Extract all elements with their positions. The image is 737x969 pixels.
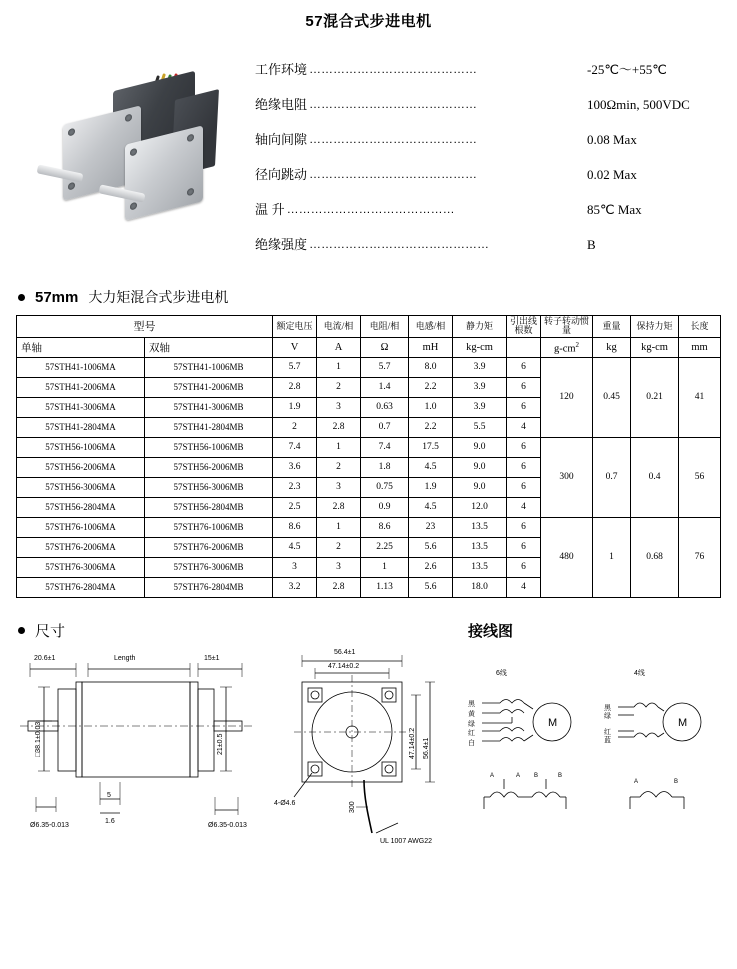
cell-resistance: 2.25 [361, 537, 409, 557]
unit-resistance: Ω [361, 337, 409, 357]
dim-length-label: Length [114, 654, 136, 662]
cell-detent: 0.4 [631, 437, 679, 517]
cell-holding: 18.0 [453, 577, 507, 597]
cell-current: 2 [317, 377, 361, 397]
dim-holes-label: 4-Ø4.6 [274, 799, 296, 807]
cell-dual-model: 57STH76-2804MB [145, 577, 273, 597]
th-current [317, 316, 361, 338]
spec-dots: …………………………………… [309, 62, 478, 76]
dim-right-label: 15±1 [204, 654, 220, 662]
cell-single-model: 57STH56-3006MA [17, 477, 145, 497]
spec-value: 100Ωmin, 500VDC [587, 97, 690, 112]
coil-label: B [534, 772, 539, 779]
coil-label: A [490, 772, 495, 779]
cell-current: 2.8 [317, 577, 361, 597]
dim-16-label: 1.6 [105, 817, 115, 825]
cell-holding: 13.5 [453, 517, 507, 537]
dim-left-label: 20.6±1 [34, 654, 56, 662]
lead-note-label: UL 1007 AWG22 [380, 837, 433, 845]
spec-dots: …………………………………… [286, 202, 455, 216]
spec-label: 工作环境 [255, 62, 308, 77]
cell-resistance: 0.7 [361, 417, 409, 437]
cell-current: 3 [317, 557, 361, 577]
unit-voltage: V [273, 337, 317, 357]
cell-detent: 0.68 [631, 517, 679, 597]
motor-illustration [55, 73, 240, 233]
cell-leads: 6 [507, 457, 541, 477]
th-length: 长度 [679, 316, 721, 338]
cell-voltage: 3.2 [273, 577, 317, 597]
cell-leads: 4 [507, 577, 541, 597]
cell-current: 2.8 [317, 417, 361, 437]
front-view-drawing [272, 647, 452, 852]
cell-leads: 6 [507, 557, 541, 577]
cell-holding: 9.0 [453, 457, 507, 477]
unit-inertia-exponent: 2 [575, 340, 580, 349]
th-model: 型号 [17, 316, 273, 338]
cell-dual-model: 57STH41-2006MB [145, 377, 273, 397]
specification-list [255, 43, 737, 269]
table-row [17, 357, 721, 377]
top-section [0, 31, 737, 269]
cell-voltage: 2.3 [273, 477, 317, 497]
cell-single-model: 57STH56-2006MA [17, 457, 145, 477]
cell-inductance: 23 [409, 517, 453, 537]
cell-inductance: 4.5 [409, 497, 453, 517]
dim-bolt-h-label: 47.14±0.2 [328, 662, 360, 670]
cell-single-model: 57STH76-2804MA [17, 577, 145, 597]
cell-dual-model: 57STH76-1006MB [145, 517, 273, 537]
coil-label: B [674, 778, 679, 785]
cell-leads: 4 [507, 497, 541, 517]
cell-weight: 0.7 [593, 437, 631, 517]
cell-inductance: 2.6 [409, 557, 453, 577]
table-header-row [17, 316, 721, 338]
cell-inductance: 1.9 [409, 477, 453, 497]
wiring-heading: 接线图 [468, 622, 514, 640]
th-rotor-inertia: 转子转动惯量 [541, 316, 593, 338]
cell-dual-model: 57STH41-3006MB [145, 397, 273, 417]
cell-holding: 12.0 [453, 497, 507, 517]
dim-shaft-right-label: Ø6.35-0.013 [208, 821, 247, 829]
cell-resistance: 1 [361, 557, 409, 577]
cell-voltage: 7.4 [273, 437, 317, 457]
lead-label: 绿 [468, 720, 475, 728]
cell-single-model: 57STH56-1006MA [17, 437, 145, 457]
wiring-diagram-4-lead [600, 657, 730, 847]
dim-5-label: 5 [107, 791, 111, 799]
th-inductance [409, 316, 453, 338]
cell-resistance: 1.13 [361, 577, 409, 597]
bullet-icon [18, 294, 25, 301]
unit-current: A [317, 337, 361, 357]
cell-voltage: 5.7 [273, 357, 317, 377]
unit-inertia-label: g-cm [553, 343, 576, 355]
spec-row [255, 94, 737, 113]
bullet-icon [18, 627, 25, 634]
spec-row [255, 164, 737, 183]
cell-voltage: 2.8 [273, 377, 317, 397]
section-heading-sub: 大力矩混合式步进电机 [88, 289, 229, 305]
th-dual-shaft: 双轴 [145, 337, 273, 357]
lead-label: 黄 [468, 710, 475, 718]
cell-weight: 1 [593, 517, 631, 597]
unit-length: mm [679, 337, 721, 357]
cell-length: 56 [679, 437, 721, 517]
dimensions-heading: 尺寸 [35, 622, 66, 640]
spec-label: 温 升 [255, 202, 285, 217]
bottom-headings [18, 620, 737, 641]
cell-holding: 5.5 [453, 417, 507, 437]
spec-value: B [587, 237, 596, 252]
spec-row [255, 59, 737, 78]
lead-label: 红 [604, 728, 611, 736]
cell-resistance: 5.7 [361, 357, 409, 377]
cell-inertia: 300 [541, 437, 593, 517]
cell-holding: 3.9 [453, 357, 507, 377]
spec-value: 0.08 Max [587, 132, 637, 147]
cell-leads: 6 [507, 517, 541, 537]
unit-holding: kg-cm [453, 337, 507, 357]
spec-label: 径向跳动 [255, 167, 308, 182]
cell-current: 2 [317, 457, 361, 477]
stepper-motor-photo [0, 43, 255, 253]
cell-single-model: 57STH41-2006MA [17, 377, 145, 397]
lead-label: 白 [468, 739, 475, 747]
cell-dual-model: 57STH76-2006MB [145, 537, 273, 557]
cell-leads: 6 [507, 437, 541, 457]
th-weight: 重量 [593, 316, 631, 338]
spec-value: 85℃ Max [587, 202, 642, 217]
cell-resistance: 7.4 [361, 437, 409, 457]
cell-single-model: 57STH76-1006MA [17, 517, 145, 537]
cell-dual-model: 57STH56-1006MB [145, 437, 273, 457]
cell-single-model: 57STH41-2804MA [17, 417, 145, 437]
cell-dual-model: 57STH56-2006MB [145, 457, 273, 477]
cell-single-model: 57STH41-3006MA [17, 397, 145, 417]
cell-detent: 0.21 [631, 357, 679, 437]
dim-shaft-left-label: Ø6.35-0.013 [30, 821, 69, 829]
cell-leads: 6 [507, 357, 541, 377]
th-single-shaft: 单轴 [17, 337, 145, 357]
th-resistance [361, 316, 409, 338]
cell-inductance: 1.0 [409, 397, 453, 417]
coil-label: A [516, 772, 521, 779]
cell-length: 76 [679, 517, 721, 597]
section-heading-main: 57mm [35, 288, 79, 306]
cell-inductance: 5.6 [409, 537, 453, 557]
cell-resistance: 0.75 [361, 477, 409, 497]
cell-current: 1 [317, 517, 361, 537]
cell-resistance: 0.63 [361, 397, 409, 417]
spec-dots: …………………………………… [309, 132, 478, 146]
motor-symbol-letter: M [548, 716, 558, 729]
dim-flange-label: □38.1±0.03 [35, 721, 42, 757]
cell-dual-model: 57STH56-3006MB [145, 477, 273, 497]
spec-label: 绝缘强度 [255, 237, 308, 252]
table-unit-row [17, 337, 721, 357]
spec-row [255, 234, 737, 253]
coil-label: B [558, 772, 563, 779]
spec-label: 轴向间隙 [255, 132, 308, 147]
lead-label: 蓝 [604, 736, 611, 744]
lead-label: 红 [468, 729, 475, 737]
th-holding-torque: 静力矩 [453, 316, 507, 338]
unit-inertia [541, 337, 593, 357]
spec-dots: …………………………………… [309, 167, 478, 181]
cell-dual-model: 57STH56-2804MB [145, 497, 273, 517]
cell-holding: 13.5 [453, 537, 507, 557]
wiring-6-title: 6线 [496, 669, 507, 677]
cell-resistance: 1.8 [361, 457, 409, 477]
cell-length: 41 [679, 357, 721, 437]
th-voltage-label: 额定电压 [276, 320, 313, 331]
spec-label: 绝缘电阻 [255, 97, 308, 112]
lead-label: 黑 [468, 700, 475, 708]
cell-holding: 3.9 [453, 397, 507, 417]
cell-single-model: 57STH76-3006MA [17, 557, 145, 577]
cell-current: 1 [317, 437, 361, 457]
cell-dual-model: 57STH41-2804MB [145, 417, 273, 437]
cell-voltage: 2 [273, 417, 317, 437]
cell-current: 2.8 [317, 497, 361, 517]
cell-single-model: 57STH76-2006MA [17, 537, 145, 557]
wiring-4-title: 4线 [634, 669, 645, 677]
spec-dots: ……………………………………… [309, 237, 490, 251]
cell-leads: 6 [507, 477, 541, 497]
dimensions-heading-group [18, 620, 468, 641]
cell-inductance: 8.0 [409, 357, 453, 377]
cell-resistance: 1.4 [361, 377, 409, 397]
cell-voltage: 3.6 [273, 457, 317, 477]
cell-voltage: 4.5 [273, 537, 317, 557]
cell-inductance: 2.2 [409, 417, 453, 437]
cell-leads: 6 [507, 377, 541, 397]
side-view-drawing [10, 647, 260, 852]
cell-current: 3 [317, 397, 361, 417]
cell-leads: 6 [507, 537, 541, 557]
cell-weight: 0.45 [593, 357, 631, 437]
cell-leads: 4 [507, 417, 541, 437]
dim-outer-v-label: 56.4±1 [423, 737, 430, 759]
cell-resistance: 0.9 [361, 497, 409, 517]
cell-inductance: 17.5 [409, 437, 453, 457]
table-row [17, 437, 721, 457]
cell-inductance: 2.2 [409, 377, 453, 397]
cell-voltage: 2.5 [273, 497, 317, 517]
cell-leads: 6 [507, 397, 541, 417]
lead-label: 黑 [604, 704, 611, 712]
dim-outer-label: 56.4±1 [334, 648, 356, 656]
spec-value: -25℃～+55℃ [587, 62, 667, 77]
wiring-diagram-6-lead [460, 657, 590, 847]
cell-current: 2 [317, 537, 361, 557]
cell-current: 1 [317, 357, 361, 377]
page-title: 57混合式步进电机 [305, 13, 432, 30]
spec-value: 0.02 Max [587, 167, 637, 182]
cell-holding: 13.5 [453, 557, 507, 577]
section-heading-motor-series [18, 287, 737, 307]
spec-row [255, 129, 737, 148]
coil-label: A [634, 778, 639, 785]
cell-inertia: 480 [541, 517, 593, 597]
table-row [17, 517, 721, 537]
th-inductance-label: 电感/相 [415, 320, 446, 331]
cell-voltage: 8.6 [273, 517, 317, 537]
cell-single-model: 57STH41-1006MA [17, 357, 145, 377]
th-resistance-label: 电阻/相 [369, 320, 400, 331]
cell-holding: 9.0 [453, 437, 507, 457]
th-current-label: 电流/相 [323, 320, 354, 331]
cell-current: 3 [317, 477, 361, 497]
unit-inductance: mH [409, 337, 453, 357]
dim-lead-length-label: 300 [349, 801, 356, 813]
spec-dots: …………………………………… [309, 97, 478, 111]
dim-bolt-v-label: 47.14±0.2 [409, 727, 416, 759]
th-detent-torque: 保持力矩 [631, 316, 679, 338]
spec-row [255, 199, 737, 218]
cell-inertia: 120 [541, 357, 593, 437]
cell-holding: 9.0 [453, 477, 507, 497]
unit-leads [507, 337, 541, 357]
lead-label: 绿 [604, 712, 611, 720]
th-lead-count: 引出线根数 [507, 316, 541, 338]
cell-dual-model: 57STH41-1006MB [145, 357, 273, 377]
cell-voltage: 1.9 [273, 397, 317, 417]
dim-21-label: 21±0.5 [217, 733, 224, 755]
cell-inductance: 4.5 [409, 457, 453, 477]
cell-single-model: 57STH56-2804MA [17, 497, 145, 517]
cell-voltage: 3 [273, 557, 317, 577]
cell-inductance: 5.6 [409, 577, 453, 597]
motor-spec-table [16, 315, 721, 598]
unit-detent: kg-cm [631, 337, 679, 357]
cell-resistance: 8.6 [361, 517, 409, 537]
unit-weight: kg [593, 337, 631, 357]
motor-symbol-letter: M [678, 716, 688, 729]
th-voltage [273, 316, 317, 338]
cell-holding: 3.9 [453, 377, 507, 397]
technical-drawings [0, 647, 737, 857]
cell-dual-model: 57STH76-3006MB [145, 557, 273, 577]
